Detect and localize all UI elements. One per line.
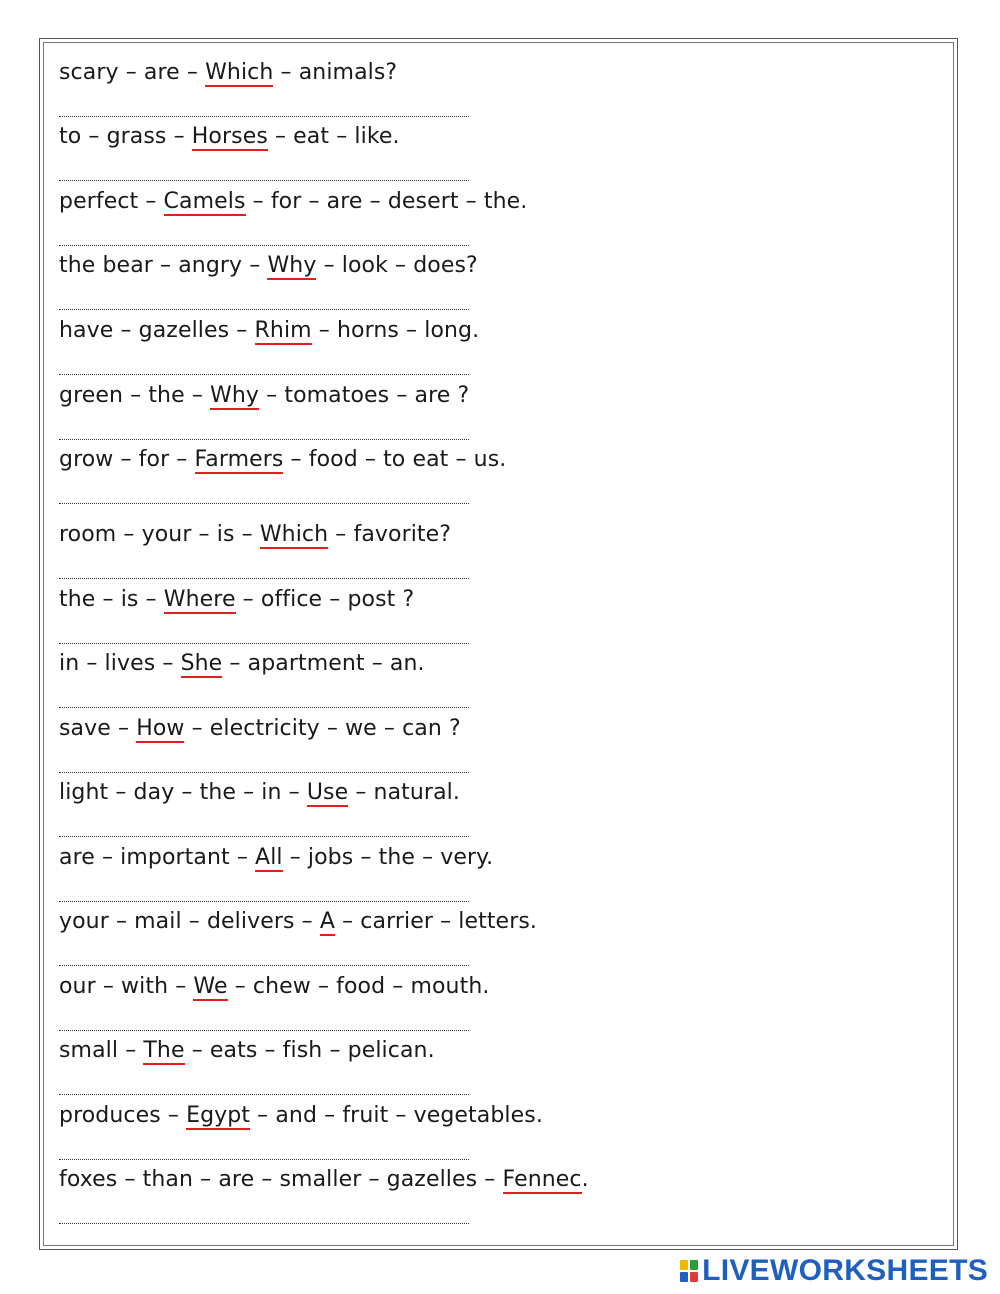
- sentence-text: produces –: [59, 1103, 187, 1128]
- exercise-item: [59, 909, 939, 973]
- answer-line[interactable]: [59, 503, 469, 504]
- sentence-text: – carrier – letters.: [335, 909, 537, 934]
- exercise-item: [59, 780, 939, 844]
- capitalized-word: Rhim: [254, 318, 312, 343]
- scrambled-sentence: [59, 1167, 589, 1194]
- capitalized-word: How: [136, 716, 185, 741]
- answer-line[interactable]: [59, 116, 469, 117]
- logo-text: LIVEWORKSHEETS: [702, 1254, 988, 1287]
- sentence-text: in – lives –: [59, 651, 181, 676]
- sentence-text: – tomatoes – are ?: [259, 383, 470, 408]
- scrambled-sentence: [59, 447, 506, 474]
- sentence-text: are – important –: [59, 845, 256, 870]
- sentence-text: – look – does?: [316, 253, 478, 278]
- exercise-item: [59, 651, 939, 715]
- capitalized-word: Which: [205, 60, 274, 85]
- logo-icon: [680, 1260, 698, 1282]
- sentence-text: – jobs – the – very.: [282, 845, 494, 870]
- sentence-text: – for – are – desert – the.: [245, 189, 528, 214]
- answer-line[interactable]: [59, 836, 469, 837]
- capitalized-word: Camels: [163, 189, 246, 214]
- capitalized-word: She: [180, 651, 223, 676]
- capitalized-word: A: [319, 909, 336, 934]
- capitalized-word: Horses: [191, 124, 268, 149]
- sentence-text: the bear – angry –: [59, 253, 268, 278]
- scrambled-sentence: [59, 189, 527, 216]
- exercise-item: [59, 974, 939, 1038]
- sentence-text: – horns – long.: [311, 318, 480, 343]
- exercise-item: [59, 1103, 939, 1167]
- scrambled-sentence: [59, 318, 479, 345]
- capitalized-word: We: [193, 974, 228, 999]
- answer-line[interactable]: [59, 901, 469, 902]
- scrambled-sentence: [59, 845, 493, 872]
- sentence-text: – eat – like.: [267, 124, 400, 149]
- sentence-text: our – with –: [59, 974, 194, 999]
- sentence-text: – apartment – an.: [222, 651, 425, 676]
- capitalized-word: Where: [163, 587, 236, 612]
- scrambled-sentence: [59, 253, 478, 280]
- scrambled-sentence: [59, 60, 397, 87]
- scrambled-sentence: [59, 909, 537, 936]
- exercise-item: [59, 189, 939, 253]
- sentence-text: – and – fruit – vegetables.: [250, 1103, 543, 1128]
- scrambled-sentence: [59, 780, 460, 807]
- capitalized-word: All: [255, 845, 283, 870]
- answer-line[interactable]: [59, 439, 469, 440]
- liveworksheets-logo: [680, 1254, 988, 1288]
- sentence-text: .: [581, 1167, 589, 1192]
- answer-line[interactable]: [59, 1094, 469, 1095]
- capitalized-word: Egypt: [186, 1103, 251, 1128]
- sentence-text: – office – post ?: [235, 587, 415, 612]
- scrambled-sentence: [59, 974, 489, 1001]
- capitalized-word: Use: [306, 780, 349, 805]
- answer-line[interactable]: [59, 180, 469, 181]
- answer-line[interactable]: [59, 1030, 469, 1031]
- answer-line[interactable]: [59, 1159, 469, 1160]
- capitalized-word: Why: [267, 253, 317, 278]
- answer-line[interactable]: [59, 245, 469, 246]
- sentence-text: your – mail – delivers –: [59, 909, 320, 934]
- answer-line[interactable]: [59, 643, 469, 644]
- exercise-item: [59, 60, 939, 124]
- exercise-item: [59, 447, 939, 511]
- exercise-item: [59, 522, 939, 586]
- scrambled-sentence: [59, 383, 469, 410]
- sentence-text: the – is –: [59, 587, 164, 612]
- sentence-text: scary – are –: [59, 60, 206, 85]
- answer-line[interactable]: [59, 309, 469, 310]
- capitalized-word: Fennec: [502, 1167, 582, 1192]
- sentence-text: light – day – the – in –: [59, 780, 307, 805]
- exercise-item: [59, 1167, 939, 1231]
- sentence-text: – chew – food – mouth.: [227, 974, 490, 999]
- scrambled-sentence: [59, 587, 414, 614]
- capitalized-word: Farmers: [194, 447, 284, 472]
- sentence-text: room – your – is –: [59, 522, 260, 547]
- answer-line[interactable]: [59, 772, 469, 773]
- scrambled-sentence: [59, 716, 461, 743]
- scrambled-sentence: [59, 1103, 543, 1130]
- answer-line[interactable]: [59, 965, 469, 966]
- answer-line[interactable]: [59, 1223, 469, 1224]
- answer-line[interactable]: [59, 374, 469, 375]
- sentence-text: small –: [59, 1038, 144, 1063]
- scrambled-sentence: [59, 522, 451, 549]
- sentence-text: – animals?: [273, 60, 398, 85]
- sentence-text: have – gazelles –: [59, 318, 255, 343]
- exercise-item: [59, 587, 939, 651]
- exercise-item: [59, 124, 939, 188]
- answer-line[interactable]: [59, 707, 469, 708]
- exercise-item: [59, 318, 939, 382]
- scrambled-sentence: [59, 124, 400, 151]
- sentence-text: – natural.: [348, 780, 460, 805]
- answer-line[interactable]: [59, 578, 469, 579]
- capitalized-word: Which: [259, 522, 329, 547]
- sentence-text: – eats – fish – pelican.: [184, 1038, 435, 1063]
- sentence-text: foxes – than – are – smaller – gazelles –: [59, 1167, 503, 1192]
- scrambled-sentence: [59, 1038, 435, 1065]
- sentence-text: – food – to eat – us.: [283, 447, 507, 472]
- capitalized-word: The: [143, 1038, 185, 1063]
- sentence-text: to – grass –: [59, 124, 192, 149]
- exercise-item: [59, 1038, 939, 1102]
- exercise-item: [59, 716, 939, 780]
- sentence-text: perfect –: [59, 189, 164, 214]
- exercise-item: [59, 253, 939, 317]
- sentence-text: – favorite?: [328, 522, 452, 547]
- sentence-text: – electricity – we – can ?: [184, 716, 461, 741]
- scrambled-sentence: [59, 651, 425, 678]
- exercise-item: [59, 383, 939, 447]
- capitalized-word: Why: [210, 383, 260, 408]
- sentence-text: grow – for –: [59, 447, 195, 472]
- exercise-item: [59, 845, 939, 909]
- sentence-text: save –: [59, 716, 137, 741]
- sentence-text: green – the –: [59, 383, 211, 408]
